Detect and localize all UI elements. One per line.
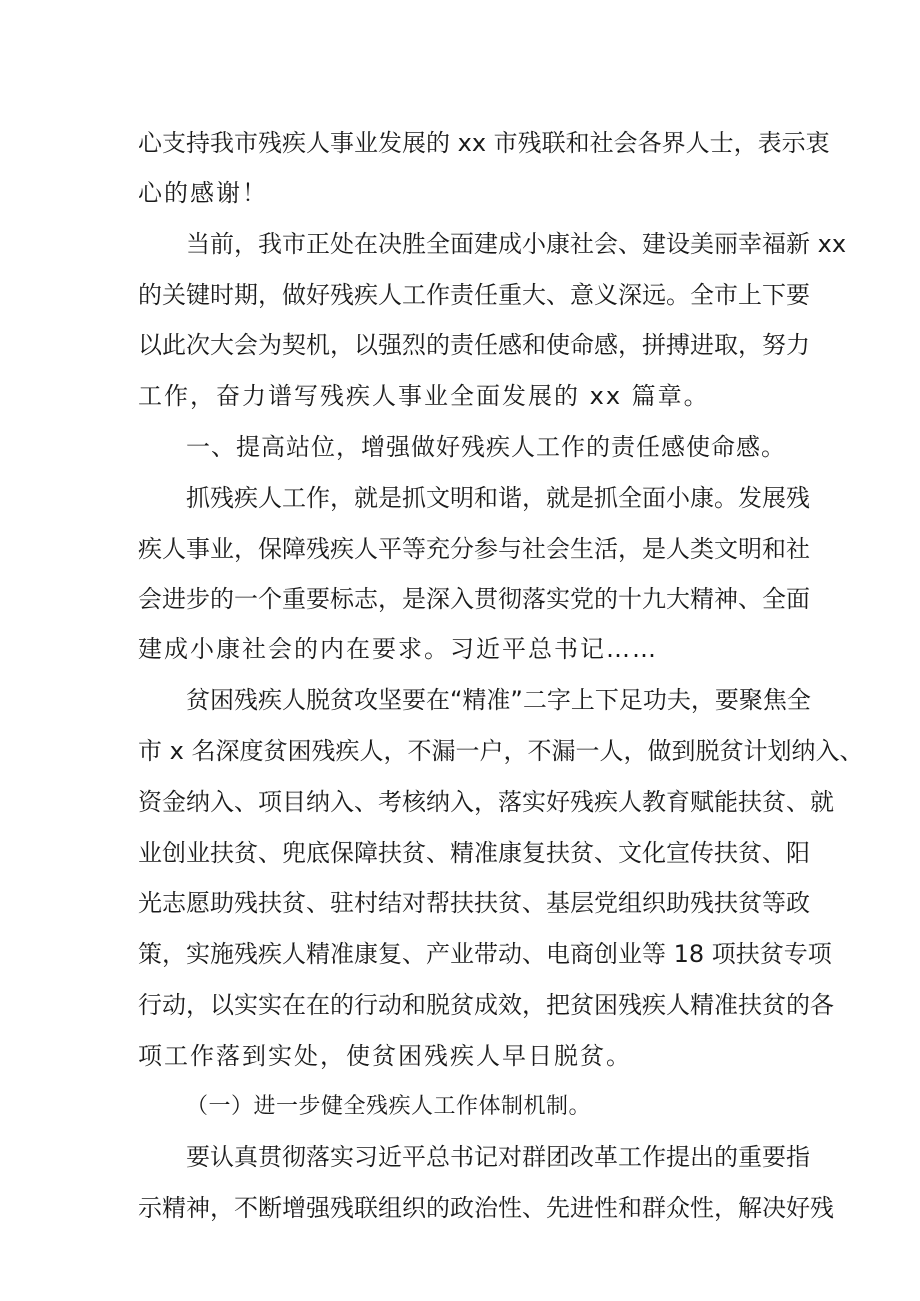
text-line: 建成小康社会的内在要求。习近平总书记…… [138, 635, 658, 663]
paragraph-first-line: 当前，我市正处在决胜全面建成小康社会、建设美丽幸福新 xx [186, 230, 847, 258]
paragraph-first-line: 抓残疾人工作，就是抓文明和谐，就是抓全面小康。发展残 [186, 484, 810, 512]
text-line: 的关键时期，做好残疾人工作责任重大、意义深远。全市上下要 [138, 281, 810, 309]
text-line: 工作，奋力谱写残疾人事业全面发展的 xx 篇章。 [138, 382, 710, 410]
subsection-heading: （一）进一步健全残疾人工作体制机制。 [186, 1094, 592, 1119]
paragraph-first-line: 贫困残疾人脱贫攻坚要在“精准”二字上下足功夫，要聚焦全 [186, 686, 811, 714]
text-line: 心支持我市残疾人事业发展的 xx 市残联和社会各界人士，表示衷 [138, 129, 830, 157]
text-line: 示精神，不断增强残联组织的政治性、先进性和群众性，解决好残 [138, 1194, 834, 1222]
text-line: 项工作落到实处，使贫困残疾人早日脱贫。 [138, 1042, 632, 1070]
text-line: 会进步的一个重要标志，是深入贯彻落实党的十九大精神、全面 [138, 585, 810, 613]
text-line: 心的感谢！ [138, 179, 268, 207]
text-line: 以此次大会为契机，以强烈的责任感和使命感，拼搏进取，努力 [138, 331, 810, 359]
text-line: 市 x 名深度贫困残疾人，不漏一户，不漏一人，做到脱贫计划纳入、 [138, 737, 864, 765]
text-line: 行动，以实实在在的行动和脱贫成效，把贫困残疾人精准扶贫的各 [138, 991, 834, 1019]
section-heading: 一、提高站位，增强做好残疾人工作的责任感使命感。 [186, 433, 786, 461]
text-line: 策，实施残疾人精准康复、产业带动、电商创业等 18 项扶贫专项 [138, 940, 832, 968]
paragraph-first-line: 要认真贯彻落实习近平总书记对群团改革工作提出的重要指 [186, 1143, 810, 1171]
text-line: 业创业扶贫、兜底保障扶贫、精准康复扶贫、文化宣传扶贫、阳 [138, 839, 810, 867]
text-line: 资金纳入、项目纳入、考核纳入，落实好残疾人教育赋能扶贫、就 [138, 788, 834, 816]
text-line: 光志愿助残扶贫、驻村结对帮扶扶贫、基层党组织助残扶贫等政 [138, 889, 810, 917]
text-line: 疾人事业，保障残疾人平等充分参与社会生活，是人类文明和社 [138, 535, 810, 563]
